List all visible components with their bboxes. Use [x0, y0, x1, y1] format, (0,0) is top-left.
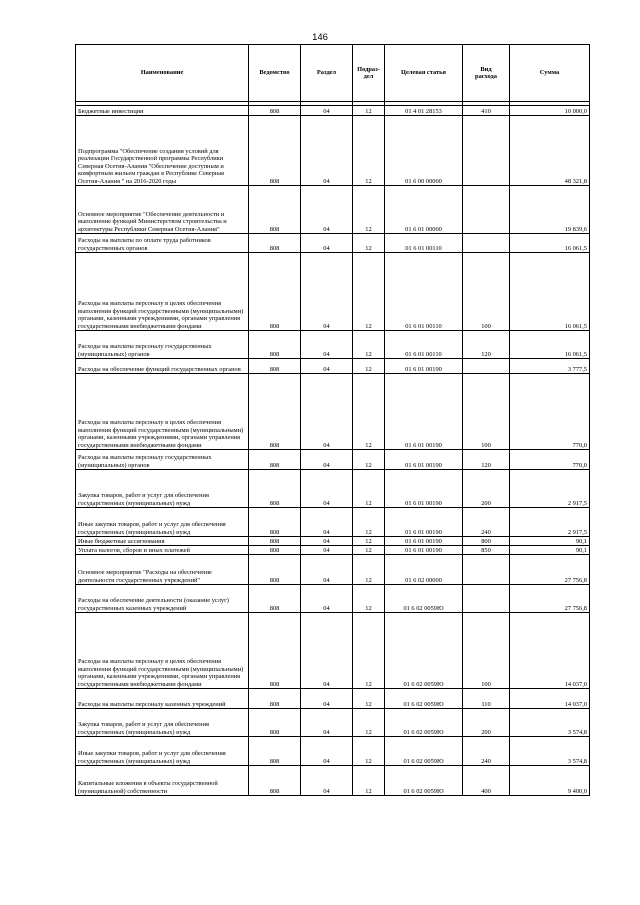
row-vedomstvo-cell: 808: [249, 359, 301, 374]
row-vedomstvo-cell: 808: [249, 613, 301, 689]
row-razdel-cell: 04: [301, 508, 353, 537]
row-summa-cell: 770,0: [510, 450, 590, 470]
row-razdel-cell: 04: [301, 555, 353, 585]
table-row: [76, 450, 590, 470]
row-vid-raskhoda-cell: 100: [463, 374, 510, 450]
row-summa-cell: 19 839,6: [510, 186, 590, 234]
row-vedomstvo-cell: 808: [249, 508, 301, 537]
row-podrazdel-cell: 12: [353, 234, 385, 253]
row-name-cell: Иные бюджетные ассигнования: [76, 537, 249, 546]
row-razdel-cell: 04: [301, 450, 353, 470]
table-row: [76, 253, 590, 331]
row-vid-raskhoda-cell: 110: [463, 689, 510, 709]
row-tselevaya-statya-cell: 01 6 00 00000: [385, 116, 463, 186]
row-tselevaya-statya-cell: 01 6 01 00110: [385, 234, 463, 253]
row-vid-raskhoda-cell: [463, 234, 510, 253]
row-vid-raskhoda-cell: 850: [463, 546, 510, 555]
row-summa-cell: 16 061,5: [510, 331, 590, 359]
row-podrazdel-cell: 12: [353, 537, 385, 546]
budget-table: [75, 44, 590, 796]
row-vedomstvo-cell: 808: [249, 116, 301, 186]
row-tselevaya-statya-cell: 01 6 02 00000: [385, 555, 463, 585]
row-summa-cell: 48 321,8: [510, 116, 590, 186]
row-razdel-cell: 04: [301, 374, 353, 450]
row-tselevaya-statya-cell: 01 6 02 0059Ю: [385, 766, 463, 796]
row-vid-raskhoda-cell: [463, 585, 510, 613]
row-razdel-cell: 04: [301, 689, 353, 709]
row-name-cell: Расходы на выплаты персоналу в целях обеспечения выполнения функций государственными (муниципальными) органами, казенными учреждениями, органами управления государственными внебюджетными фондами: [76, 253, 249, 331]
row-vedomstvo-cell: 808: [249, 555, 301, 585]
row-vid-raskhoda-cell: 800: [463, 537, 510, 546]
row-name-cell: Расходы на обеспечение функций государственных органов: [76, 359, 249, 374]
row-vedomstvo-cell: 808: [249, 374, 301, 450]
row-podrazdel-cell: 12: [353, 709, 385, 737]
row-vid-raskhoda-cell: 240: [463, 508, 510, 537]
table-row: [76, 537, 590, 546]
table-row: [76, 470, 590, 508]
row-tselevaya-statya-cell: 01 6 01 00110: [385, 331, 463, 359]
row-summa-cell: 3 574,8: [510, 709, 590, 737]
row-tselevaya-statya-cell: 01 6 01 00190: [385, 470, 463, 508]
col-header-vid-raskhoda: Вид расхода: [463, 45, 510, 102]
row-podrazdel-cell: 12: [353, 186, 385, 234]
table-row: [76, 555, 590, 585]
row-razdel-cell: 04: [301, 106, 353, 116]
row-vid-raskhoda-cell: 100: [463, 253, 510, 331]
row-vedomstvo-cell: 808: [249, 470, 301, 508]
table-row: [76, 585, 590, 613]
table-row: [76, 613, 590, 689]
row-name-cell: Расходы на выплаты персоналу государственных (муниципальных) органов: [76, 450, 249, 470]
row-razdel-cell: 04: [301, 546, 353, 555]
col-header-vedomstvo: Ведомство: [249, 45, 301, 102]
table-row: [76, 331, 590, 359]
row-tselevaya-statya-cell: 01 6 01 00000: [385, 186, 463, 234]
table-row: [76, 359, 590, 374]
row-razdel-cell: 04: [301, 709, 353, 737]
row-vedomstvo-cell: 808: [249, 253, 301, 331]
row-tselevaya-statya-cell: 01 6 01 00190: [385, 450, 463, 470]
row-podrazdel-cell: 12: [353, 508, 385, 537]
table-row: [76, 116, 590, 186]
row-tselevaya-statya-cell: 01 6 01 00190: [385, 537, 463, 546]
row-name-cell: Капитальные вложения в объекты государственной (муниципальной) собственности: [76, 766, 249, 796]
table-row: [76, 508, 590, 537]
row-vedomstvo-cell: 808: [249, 689, 301, 709]
row-podrazdel-cell: 12: [353, 470, 385, 508]
row-name-cell: Расходы на выплаты персоналу в целях обеспечения выполнения функций государственными (муниципальными) органами, казенными учреждениями, органами управления государственными внебюджетными фондами: [76, 374, 249, 450]
page-number: 146: [312, 32, 328, 43]
row-podrazdel-cell: 12: [353, 374, 385, 450]
row-vedomstvo-cell: 808: [249, 331, 301, 359]
row-summa-cell: 27 756,8: [510, 555, 590, 585]
row-summa-cell: 2 917,5: [510, 508, 590, 537]
row-tselevaya-statya-cell: 01 4 01 28153: [385, 106, 463, 116]
table-header: [76, 45, 590, 102]
row-summa-cell: 14 037,0: [510, 689, 590, 709]
row-razdel-cell: 04: [301, 116, 353, 186]
row-vid-raskhoda-cell: [463, 555, 510, 585]
row-vedomstvo-cell: 808: [249, 585, 301, 613]
table-row: [76, 186, 590, 234]
row-tselevaya-statya-cell: 01 6 02 0059Ю: [385, 585, 463, 613]
row-podrazdel-cell: 12: [353, 359, 385, 374]
row-tselevaya-statya-cell: 01 6 01 00190: [385, 359, 463, 374]
row-vid-raskhoda-cell: 200: [463, 470, 510, 508]
row-summa-cell: 90,1: [510, 537, 590, 546]
row-vid-raskhoda-cell: 240: [463, 737, 510, 766]
row-razdel-cell: 04: [301, 186, 353, 234]
row-name-cell: Уплата налогов, сборов и иных платежей: [76, 546, 249, 555]
row-vedomstvo-cell: 808: [249, 234, 301, 253]
col-header-razdel: Раздел: [301, 45, 353, 102]
row-vid-raskhoda-cell: 100: [463, 613, 510, 689]
row-razdel-cell: 04: [301, 613, 353, 689]
row-podrazdel-cell: 12: [353, 546, 385, 555]
row-vedomstvo-cell: 808: [249, 450, 301, 470]
row-name-cell: Подпрограмма "Обеспечение создания условий для реализации Государственной программы Республики Северная Осетия-Алания "Обеспечение доступным и комфортным жильем граждан в Республике Северная Осетия-Алания " на 2016-2020 годы: [76, 116, 249, 186]
table-row: [76, 106, 590, 116]
row-razdel-cell: 04: [301, 331, 353, 359]
row-summa-cell: 16 061,5: [510, 253, 590, 331]
row-summa-cell: 770,0: [510, 374, 590, 450]
row-razdel-cell: 04: [301, 253, 353, 331]
row-name-cell: Закупка товаров, работ и услуг для обеспечения государственных (муниципальных) нужд: [76, 709, 249, 737]
row-name-cell: Основное мероприятие "Обеспечение деятельности и выполнение функций Министерством строительства и архитектуры Республики Северная Осетия-Алания": [76, 186, 249, 234]
row-summa-cell: 3 574,8: [510, 737, 590, 766]
table-row: [76, 546, 590, 555]
row-vedomstvo-cell: 808: [249, 537, 301, 546]
row-vid-raskhoda-cell: 400: [463, 766, 510, 796]
row-razdel-cell: 04: [301, 359, 353, 374]
row-tselevaya-statya-cell: 01 6 02 0059Ю: [385, 709, 463, 737]
row-name-cell: Иные закупки товаров, работ и услуг для обеспечения государственных (муниципальных) нужд: [76, 737, 249, 766]
row-summa-cell: 16 061,5: [510, 234, 590, 253]
row-razdel-cell: 04: [301, 470, 353, 508]
row-podrazdel-cell: 12: [353, 555, 385, 585]
row-vid-raskhoda-cell: [463, 359, 510, 374]
row-summa-cell: 10 000,0: [510, 106, 590, 116]
row-vedomstvo-cell: 808: [249, 186, 301, 234]
row-summa-cell: 2 917,5: [510, 470, 590, 508]
table-row: [76, 689, 590, 709]
row-tselevaya-statya-cell: 01 6 02 0059Ю: [385, 613, 463, 689]
row-summa-cell: 3 777,5: [510, 359, 590, 374]
row-vid-raskhoda-cell: [463, 116, 510, 186]
row-podrazdel-cell: 12: [353, 106, 385, 116]
col-header-tselevaya-statya: Целевая статья: [385, 45, 463, 102]
row-vedomstvo-cell: 808: [249, 709, 301, 737]
row-podrazdel-cell: 12: [353, 766, 385, 796]
row-vid-raskhoda-cell: 120: [463, 331, 510, 359]
row-tselevaya-statya-cell: 01 6 01 00190: [385, 508, 463, 537]
row-podrazdel-cell: 12: [353, 116, 385, 186]
table-row: [76, 737, 590, 766]
row-tselevaya-statya-cell: 01 6 01 00190: [385, 546, 463, 555]
row-vedomstvo-cell: 808: [249, 766, 301, 796]
row-vedomstvo-cell: 808: [249, 737, 301, 766]
col-header-podrazdel: Подраз- дел: [353, 45, 385, 102]
row-summa-cell: 27 756,8: [510, 585, 590, 613]
row-name-cell: Расходы на выплаты по оплате труда работников государственных органов: [76, 234, 249, 253]
row-podrazdel-cell: 12: [353, 585, 385, 613]
row-tselevaya-statya-cell: 01 6 02 0059Ю: [385, 737, 463, 766]
row-name-cell: Закупка товаров, работ и услуг для обеспечения государственных (муниципальных) нужд: [76, 470, 249, 508]
row-podrazdel-cell: 12: [353, 689, 385, 709]
row-vid-raskhoda-cell: 410: [463, 106, 510, 116]
row-razdel-cell: 04: [301, 585, 353, 613]
col-header-summa: Сумма: [510, 45, 590, 102]
row-name-cell: Расходы на обеспечение деятельности (оказание услуг) государственных казенных учреждений: [76, 585, 249, 613]
row-vedomstvo-cell: 808: [249, 106, 301, 116]
row-name-cell: Расходы на выплаты персоналу государственных (муниципальных) органов: [76, 331, 249, 359]
row-razdel-cell: 04: [301, 766, 353, 796]
row-name-cell: Основное мероприятие "Расходы на обеспечение деятельности государственных учреждений": [76, 555, 249, 585]
row-podrazdel-cell: 12: [353, 737, 385, 766]
row-vedomstvo-cell: 808: [249, 546, 301, 555]
row-name-cell: Бюджетные инвестиции: [76, 106, 249, 116]
table-row: [76, 234, 590, 253]
row-podrazdel-cell: 12: [353, 450, 385, 470]
row-name-cell: Расходы на выплаты персоналу казенных учреждений: [76, 689, 249, 709]
row-vid-raskhoda-cell: [463, 186, 510, 234]
table-row: [76, 374, 590, 450]
row-vid-raskhoda-cell: 120: [463, 450, 510, 470]
row-name-cell: Расходы на выплаты персоналу в целях обеспечения выполнения функций государственными (муниципальными) органами, казенными учреждениями, органами управления государственными внебюджетными фондами: [76, 613, 249, 689]
row-podrazdel-cell: 12: [353, 613, 385, 689]
table-row: [76, 766, 590, 796]
row-razdel-cell: 04: [301, 737, 353, 766]
row-razdel-cell: 04: [301, 234, 353, 253]
header-row: [76, 45, 590, 102]
row-tselevaya-statya-cell: 01 6 02 0059Ю: [385, 689, 463, 709]
row-razdel-cell: 04: [301, 537, 353, 546]
row-tselevaya-statya-cell: 01 6 01 00110: [385, 253, 463, 331]
row-summa-cell: 14 037,0: [510, 613, 590, 689]
row-tselevaya-statya-cell: 01 6 01 00190: [385, 374, 463, 450]
row-summa-cell: 9 400,0: [510, 766, 590, 796]
table-row: [76, 709, 590, 737]
row-podrazdel-cell: 12: [353, 253, 385, 331]
row-vid-raskhoda-cell: 200: [463, 709, 510, 737]
row-name-cell: Иные закупки товаров, работ и услуг для обеспечения государственных (муниципальных) нужд: [76, 508, 249, 537]
row-podrazdel-cell: 12: [353, 331, 385, 359]
row-summa-cell: 90,1: [510, 546, 590, 555]
table-body: [76, 102, 590, 796]
col-header-name: Наименование: [76, 45, 249, 102]
